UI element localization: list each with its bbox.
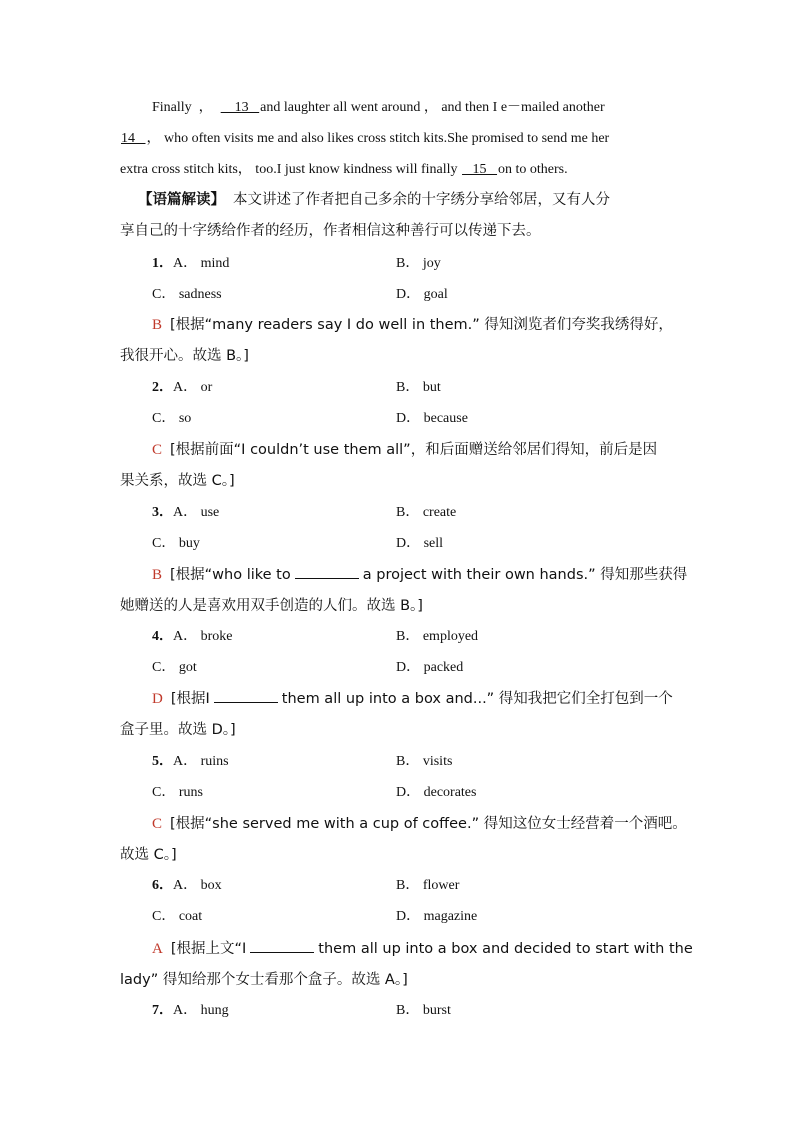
question-4-option-c: C． got [152,660,197,675]
answer-letter: A [152,941,163,957]
question-6-explanation-line-2: lady” 得知给那个女士看那个盒子。故选 A。] [120,972,408,988]
question-number: 3． [152,505,173,520]
explanation-text: [根据上文“I [170,941,247,957]
question-6-option-d: D． magazine [396,909,478,924]
blank-line [295,566,359,579]
question-number: 2． [152,380,173,395]
question-5-option-a [152,753,229,771]
option-text: A． use [173,505,220,520]
blank-15: 15 [462,162,498,177]
explanation-text: [根据前面“I couldn’t use them all”，和后面赠送给邻居们得知，前后是因 [170,442,658,458]
question-2-explanation-line-1 [152,441,673,459]
question-5-explanation-line-2: 故选 C。] [120,847,177,863]
question-number: 4． [152,629,173,644]
explanation-text: [根据“who like to [170,567,291,583]
passage-line-3 [120,161,673,179]
question-2-option-c: C． so [152,411,192,426]
reading-analysis-line-2 [120,222,673,240]
explanation-text: [根据“she served me with a cup of coffee.” 得知这位女士经营着一个酒吧。 [170,816,687,832]
question-3-option-a [152,504,219,522]
answer-letter: C [152,442,163,458]
question-3-option-c: C． buy [152,536,200,551]
question-3-option-b: B． create [396,505,457,520]
option-text: A． hung [173,1003,229,1018]
explanation-text: a project with their own hands.” 得知那些获得 [362,567,688,583]
question-4-option-a [152,628,233,646]
option-text: A． or [173,380,213,395]
question-3-option-d: D． sell [396,536,444,551]
question-1-option-d: D． goal [396,287,448,302]
analysis-text: 享自己的十字绣给作者的经历，作者相信这种善行可以传递下去。 [120,223,541,239]
question-number: 1． [152,256,173,271]
question-3-explanation-line-2: 她赠送的人是喜欢用双手创造的人们。故选 B。] [120,598,423,614]
option-text: A． ruins [173,754,229,769]
question-number: 6． [152,878,173,893]
question-1-explanation-line-2: 我很开心。故选 B。] [120,348,249,364]
question-5-option-b: B． visits [396,754,453,769]
blank-line [250,940,314,953]
blank-line [214,690,278,703]
explanation-text: [根据“many readers say I do well in them.” 得知浏览者们夸奖我绣得好， [170,317,673,333]
explanation-text: them all up into a box and decided to start with the [318,941,693,957]
option-text: A． mind [173,256,230,271]
reading-analysis-line-1 [138,191,691,209]
question-number: 5． [152,754,173,769]
question-2-option-d: D． because [396,411,468,426]
question-6-explanation-line-1 [152,940,693,958]
question-2-explanation-line-2: 果关系，故选 C。] [120,473,235,489]
answer-letter: C [152,816,163,832]
question-1-explanation-line-1 [152,316,673,334]
explanation-text: [根据I [170,691,210,707]
answer-letter: D [152,691,163,707]
question-number: 7． [152,1003,173,1018]
passage-line-1 [152,99,673,117]
question-4-explanation-line-1 [152,690,673,708]
question-2-option-a [152,379,212,397]
passage-text: Finally ， [152,100,220,115]
question-7-option-b: B． burst [396,1003,451,1018]
option-text: A． box [173,878,222,893]
question-1-option-c: C． sadness [152,287,222,302]
question-7-option-a [152,1002,229,1020]
option-text: A． broke [173,629,233,644]
question-4-explanation-line-2: 盒子里。故选 D。] [120,722,236,738]
passage-text: ， who often visits me and also likes cross stitch kits.She promised to send me her [146,131,610,146]
answer-letter: B [152,567,163,583]
question-1-option-a [152,255,229,273]
blank-13: 13 [220,100,260,115]
question-2-option-b: B． but [396,380,441,395]
question-6-option-c: C． coat [152,909,203,924]
question-3-explanation-line-1 [152,566,688,584]
passage-line-2 [120,130,673,148]
passage-text: extra cross stitch kits， too.I just know kindness will finally [120,162,462,177]
explanation-text: them all up into a box and...” 得知我把它们全打包到一个 [281,691,673,707]
question-5-option-d: D． decorates [396,785,477,800]
question-4-option-d: D． packed [396,660,464,675]
passage-text: on to others. [498,162,568,177]
passage-text: and laughter all went around ， and then I e－mailed another [260,100,605,115]
question-1-option-b: B． joy [396,256,441,271]
question-4-option-b: B． employed [396,629,479,644]
answer-letter: B [152,317,163,333]
question-5-explanation-line-1 [152,815,687,833]
blank-14: 14 [121,131,146,146]
question-6-option-b: B． flower [396,878,460,893]
question-6-option-a [152,877,222,895]
question-5-option-c: C． runs [152,785,203,800]
analysis-text: 本文讲述了作者把自己多余的十字绣分享给邻居，又有人分 [233,192,610,208]
section-heading: 【语篇解读】 [138,192,225,208]
